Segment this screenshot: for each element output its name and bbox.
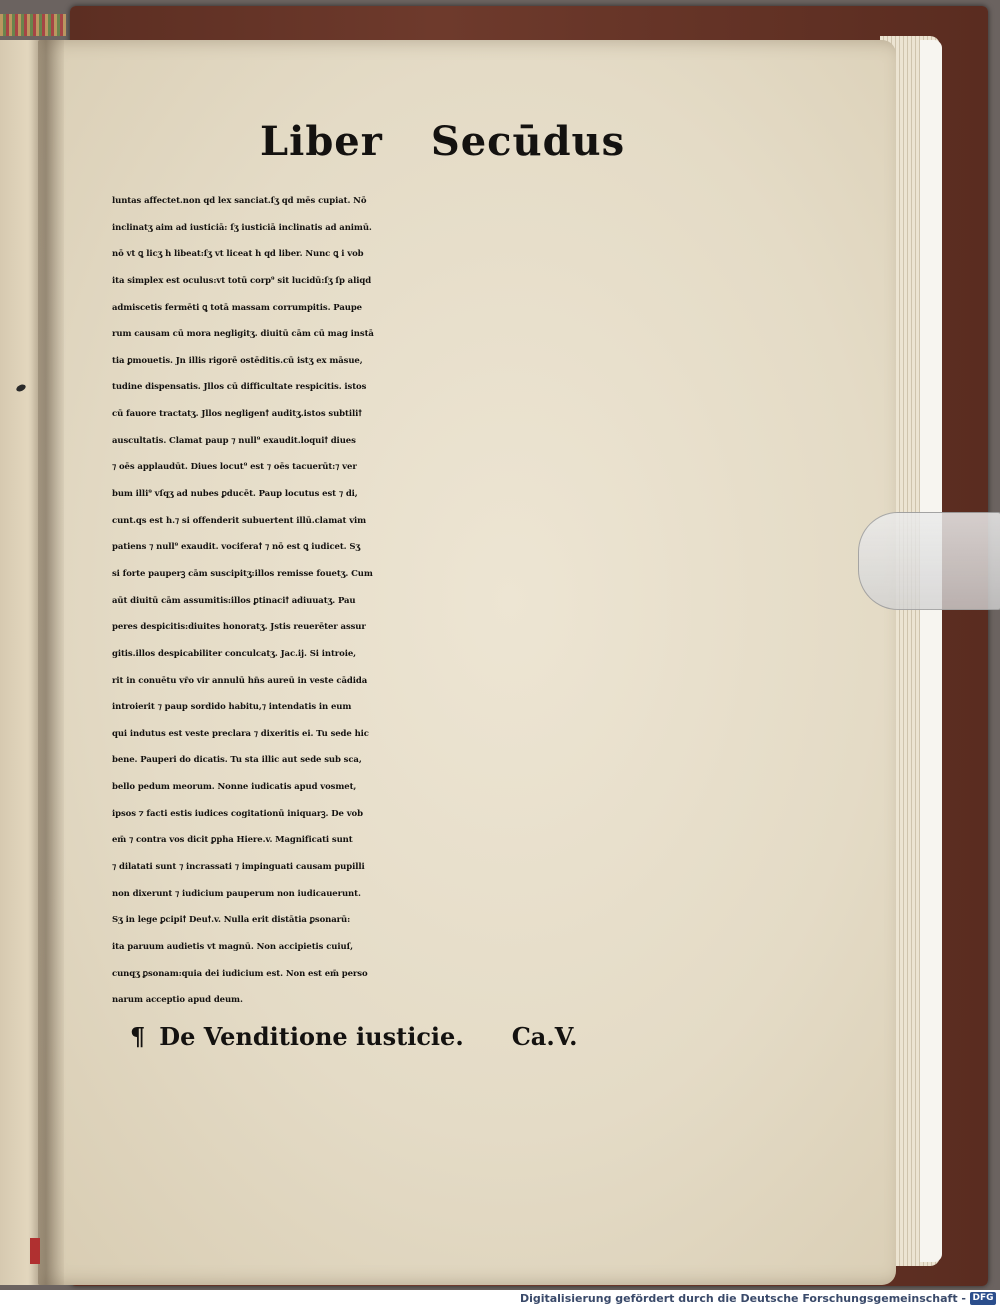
main-text-block	[112, 188, 702, 1014]
text-line: auscultatis. Clamat paup ⁊ null⁹ exaudit.loquiꝉ diues	[112, 435, 356, 446]
running-head-word: Liber	[260, 118, 383, 165]
text-line: rum causam cū mora negligitʒ. diuitū cām cū mag instā	[112, 329, 374, 340]
text-line: gitis.illos despicabiliter conculcatʒ. Jac.ij. Si introie,	[112, 648, 357, 659]
text-line: ⁊ oēs applaudūt. Diues locut⁹ est ⁊ oēs tacuerūt:⁊ ver	[112, 462, 357, 473]
text-line: ipsos ⁊ facti estis iudices cogitationū iniquarꝫ. De vob	[112, 808, 363, 819]
text-line: patiens ⁊ null⁹ exaudit. vociferaꝉ ⁊ nō est ꝗ iudicet. Sʒ	[112, 542, 361, 553]
chapter-heading	[130, 1022, 650, 1062]
text-line: ⁊ dilatati sunt ⁊ incrassati ⁊ impinguati causam pupilli	[112, 862, 365, 873]
text-line: cunt.qs est h.⁊ si offenderit subuertent illū.clamat vim	[112, 515, 367, 526]
gutter-shadow	[28, 40, 64, 1285]
text-line: bene. Pauperi do dicatis. Tu sta illic aut sede sub sca,	[112, 755, 362, 766]
text-line: rit in conuētu vr̄o vir annulū hn̄s aureū in veste cādida	[112, 675, 368, 686]
bookmark-ribbon	[0, 14, 66, 36]
text-line: luntas affectet.non qd lex sanciat.ſʒ qd mēs cupiat. Nō	[112, 196, 367, 206]
text-line: nō vt ꝗ licʒ h libeat:ſʒ vt liceat h qd liber. Nunc ꝗ i vob	[112, 249, 364, 260]
text-line: Sʒ in lege ꝑcipiꝉ Deuꝉ.v. Nulla erit distātia ꝑsonarū:	[112, 915, 351, 926]
funding-credit: Digitalisierung gefördert durch die Deutsche Forschungsgemeinschaft -	[519, 1292, 966, 1305]
ink-mark	[15, 383, 27, 393]
text-line: admiscetis fermēti ꝗ totā massam corrumpitis. Paupe	[112, 302, 362, 313]
text-line: tudine dispensatis. Jllos cū difficultate respicitis. istos	[112, 382, 367, 393]
text-line: inclinatʒ aim ad iusticiā: ſʒ iusticiā inclinatis ad animū.	[112, 222, 372, 233]
text-line: qui indutus est veste preclara ⁊ dixeritis ei. Tu sede hic	[112, 728, 369, 739]
text-line: bum illi⁹ vſqʒ ad nubes ꝑducēt. Paup locutus est ⁊ di,	[112, 489, 358, 500]
text-line: si forte pauperꝫ cām suscipitʒ:illos remisse fouetʒ. Cum	[112, 568, 373, 579]
text-line: non dixerunt ⁊ iudicium pauperum non iudicauerunt.	[112, 888, 361, 899]
chapter-number: Ca.V.	[511, 1022, 578, 1051]
text-line: bello pedum meorum. Nonne iudicatis apud vosmet,	[112, 782, 357, 793]
text-line: tia ꝑmouetis. Jn illis rigorē ostēditis.cū istʒ ex māsue,	[112, 355, 363, 366]
text-line: introierit ⁊ paup sordido habitu,⁊ intendatis in eum	[112, 702, 352, 713]
plastic-page-clip	[858, 512, 1000, 610]
text-line: peres despicitis:diuites honoratʒ. Jstis reuerēter assur	[112, 622, 366, 633]
text-line: narum acceptio apud deum.	[112, 995, 243, 1006]
pilcrow-mark: ¶	[130, 1022, 146, 1051]
dfg-logo: DFG	[970, 1292, 996, 1305]
chapter-title: De Venditione iusticie.	[159, 1022, 464, 1051]
text-line: aūt diuitū cām assumitis:illos ꝑtinaciꝉ adiuuatʒ. Pau	[112, 595, 356, 606]
text-line: em̄ ⁊ contra vos dicit ꝑpha Hiere.v. Magnificati sunt	[112, 835, 353, 846]
text-line: cū fauore tractatʒ. Jllos negligenꝉ auditʒ.istos subtiliꝉ	[112, 409, 362, 420]
bookmark-ribbon-bottom	[30, 1238, 40, 1264]
page-fore-edge	[920, 40, 942, 1262]
running-head	[230, 118, 630, 178]
running-head-word: Secūdus	[430, 118, 626, 165]
text-line: ita paruum audietis vt magnū. Non accipietis cuiuſ,	[112, 941, 354, 952]
text-line: cunqʒ ꝑsonam:quia dei iudicium est. Non est em̄ perso	[112, 968, 368, 979]
text-line: ita simplex est oculus:vt totū corp⁹ sit lucidū:ſʒ ſp aliqd	[112, 275, 372, 286]
